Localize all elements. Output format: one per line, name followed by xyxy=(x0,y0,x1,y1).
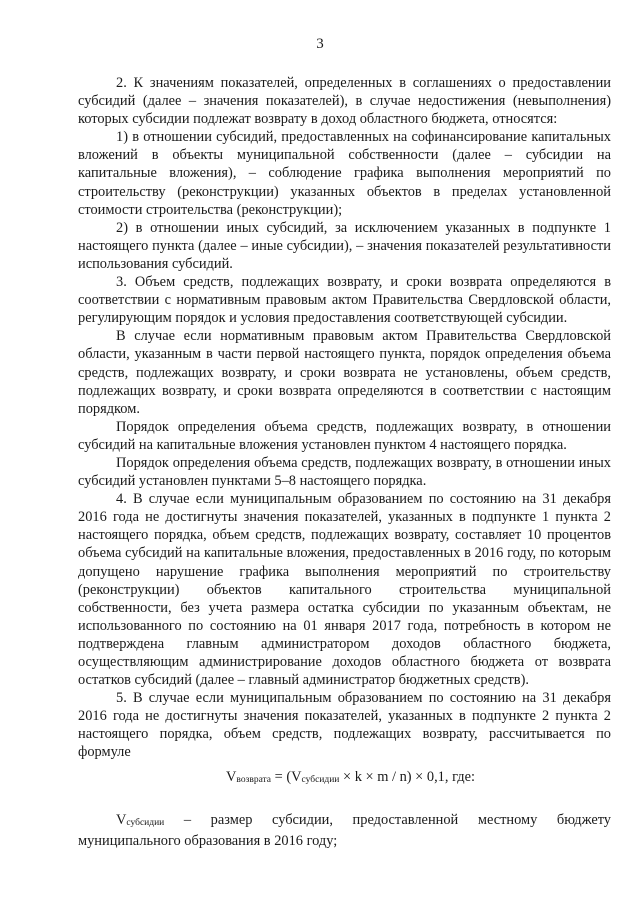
definition-symbol-subscript: субсидии xyxy=(126,817,165,828)
document-body xyxy=(78,74,611,850)
variable-definition xyxy=(78,811,611,850)
return-amount-formula xyxy=(78,768,611,789)
formula-middle: = (V xyxy=(271,768,302,785)
formula-lhs: V xyxy=(226,768,237,785)
page-number: 3 xyxy=(316,36,324,52)
definition-text: – размер субсидии, предоставленной местному бюджету муниципального образования в 2016 году; xyxy=(78,811,611,849)
paragraph-2: 2. К значениям показателей, определенных в соглашениях о предоставлении субсидий (далее – значения показателей), в случае недостижения (невыполнения) которых субсидии подлежат возврату в доход областного бюджета, относятся: xyxy=(78,75,611,128)
paragraph-3-part-4: Порядок определения объема средств, подлежащих возврату, в отношении иных субсидий установлен пунктами 5–8 настоящего порядка. xyxy=(78,454,611,490)
paragraph-4: 4. В случае если муниципальным образованием по состоянию на 31 декабря 2016 года не достигнуты значения показателей, указанных в подпункте 1 пункта 2 настоящего порядка, объем средств, подлежащих возврату, составляет 10 процентов объема субсидий на капитальные вложения, предоставленных в 2016 году, по которым допущено нарушение графика выполнения мероприятий по строительству (реконструкции) объектов капитального строительства муниципальной собственности, без учета размера остатка субсидии по указанным объектам, не использованного по состоянию на 01 января 2017 года, потребность в котором не подтверждена главным администратором доходов областного бюджета, осуществляющим администрирование доходов областного бюджета от возврата остатков субсидий (далее – главный администратор бюджетных средств). xyxy=(78,491,611,689)
definition-symbol: V xyxy=(116,811,127,828)
formula-rhs: × k × m / n) × 0,1, где: xyxy=(339,768,475,785)
paragraph-3-part-3: Порядок определения объема средств, подлежащих возврату, в отношении субсидий на капитальные вложения установлен пунктом 4 настоящего порядка. xyxy=(78,418,611,453)
formula-lhs-subscript: возврата xyxy=(236,774,272,785)
paragraph-2-1: 1) в отношении субсидий, предоставленных на софинансирование капитальных вложений в объекты муниципальной собственности (далее – субсидии на капитальные вложения), – соблюдение графика выполнения мероприятий по строительству (реконструкции) указанных объектов в пределах установленной стоимости строительства (реконструкции); xyxy=(78,129,611,218)
paragraph-5: 5. В случае если муниципальным образованием по состоянию на 31 декабря 2016 года не достигнуты значения показателей, указанных в подпункте 2 пункта 2 настоящего порядка, объем средств, подлежащих возврату, рассчитывается по формуле xyxy=(78,690,611,761)
paragraph-3: 3. Объем средств, подлежащих возврату, и сроки возврата определяются в соответствии с нормативным правовым актом Правительства Свердловской области, регулирующим порядок и условия предоставления соответствующей субсидии. xyxy=(78,274,611,327)
paragraph-3-part-2: В случае если нормативным правовым актом Правительства Свердловской области, указанным в части первой настоящего пункта, порядок определения объема средств, подлежащих возврату, и сроки возврата не установлены, объем средств, подлежащих возврату, и сроки возврата определяются в соответствии с настоящим порядком. xyxy=(78,328,611,417)
paragraph-2-2: 2) в отношении иных субсидий, за исключением указанных в подпункте 1 настоящего пункта (далее – иные субсидии), – значения показателей результативности использования субсидий. xyxy=(78,219,611,272)
formula-middle-subscript: субсидии xyxy=(301,774,340,785)
